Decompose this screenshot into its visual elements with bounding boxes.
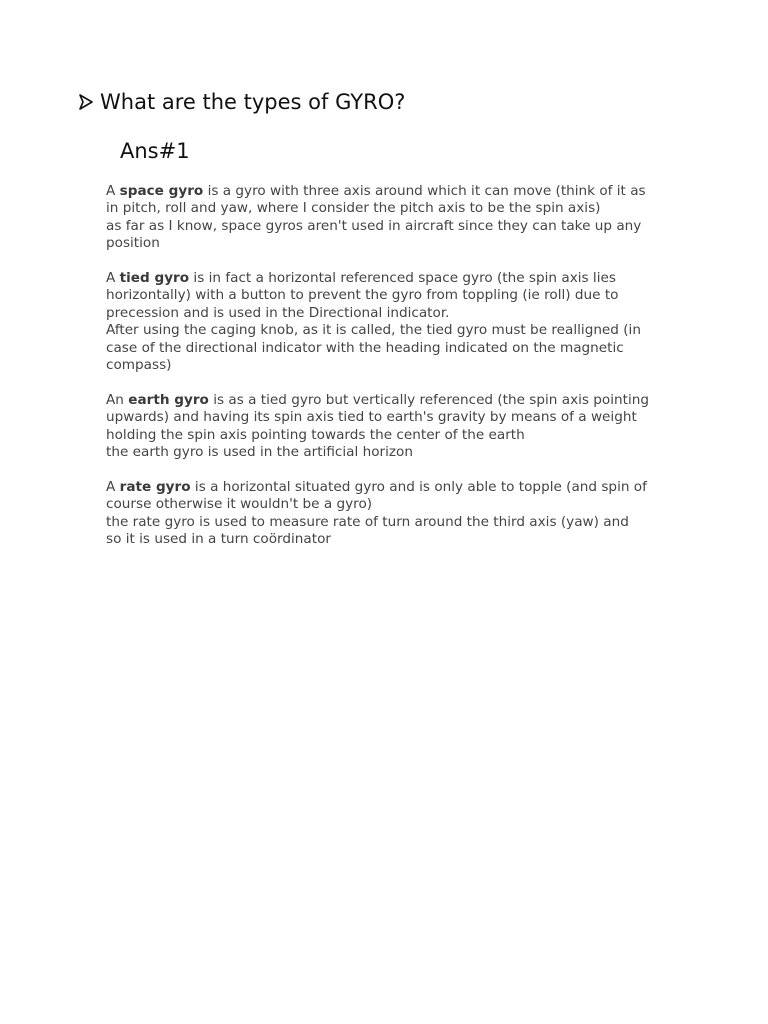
text-line: so it is used in a turn coördinator [106, 531, 331, 548]
term-rate-gyro: rate gyro [119, 478, 191, 495]
paragraph-space-gyro [106, 183, 686, 253]
paragraph-rate-gyro [106, 479, 686, 549]
text-line: case of the directional indicator with the heading indicated on the magnetic [106, 339, 624, 356]
text-line: A rate gyro is a horizontal situated gyro and is only able to topple (and spin of [106, 478, 647, 495]
paragraph-earth-gyro [106, 392, 686, 462]
text-line: A space gyro is a gyro with three axis around which it can move (think of it as [106, 183, 646, 199]
text-line: position [106, 235, 160, 252]
term-earth-gyro: earth gyro [128, 391, 209, 408]
text-line: compass) [106, 357, 172, 374]
text-line: horizontally) with a button to prevent the gyro from toppling (ie roll) due to [106, 287, 619, 304]
text-line: course otherwise it wouldn't be a gyro) [106, 496, 373, 513]
answer-label: Ans#1 [120, 139, 190, 163]
text-line: upwards) and having its spin axis tied to earth's gravity by means of a weight [106, 409, 637, 426]
question-text: What are the types of GYRO? [100, 90, 406, 114]
arrow-bullet-icon [78, 93, 94, 111]
paragraph-tied-gyro [106, 270, 686, 374]
answer-body [106, 183, 686, 566]
text-line: as far as I know, space gyros aren't used in aircraft since they can take up any [106, 217, 642, 234]
text-line: An earth gyro is as a tied gyro but vertically referenced (the spin axis pointing [106, 391, 649, 408]
text-line: the earth gyro is used in the artificial horizon [106, 444, 413, 461]
text-line: in pitch, roll and yaw, where I consider the pitch axis to be the spin axis) [106, 200, 601, 217]
question-heading [78, 90, 405, 114]
term-tied-gyro: tied gyro [119, 270, 190, 287]
text-line: the rate gyro is used to measure rate of turn around the third axis (yaw) and [106, 513, 629, 530]
text-line: precession and is used in the Directional indicator. [106, 304, 450, 321]
text-line: A tied gyro is in fact a horizontal referenced space gyro (the spin axis lies [106, 270, 616, 287]
text-line: After using the caging knob, as it is called, the tied gyro must be realligned (in [106, 322, 641, 339]
text-line: holding the spin axis pointing towards the center of the earth [106, 426, 525, 443]
term-space-gyro: space gyro [119, 183, 204, 199]
